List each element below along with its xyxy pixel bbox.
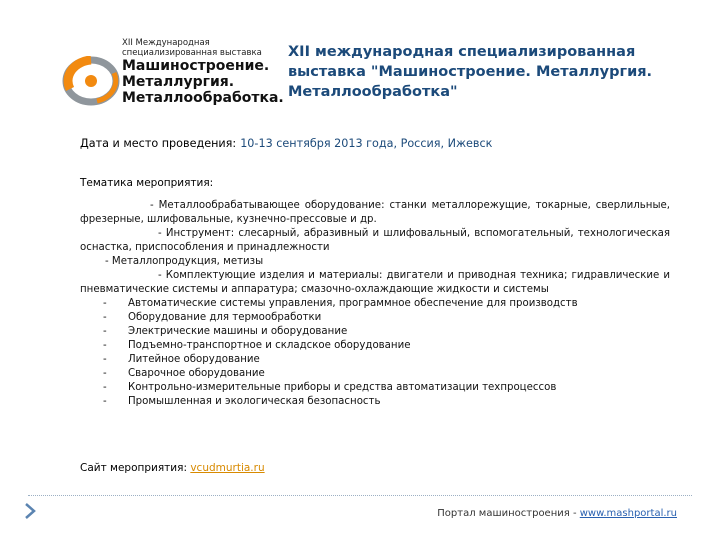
page-title: XII международная специализированная выставка "Машиностроение. Металлургия. Металлообработка" [288,44,653,100]
topic-paragraph: - Металлопродукция, метизы [105,256,264,267]
list-item: - Электрические машины и оборудование [80,325,670,339]
list-item: - Подъемно-транспортное и складское оборудование [80,339,670,353]
chevron-right-icon [24,503,36,519]
event-site [80,462,265,474]
site-label: Сайт мероприятия: [80,462,187,474]
venue-value: 10-13 сентября 2013 года, Россия, Ижевск [240,137,493,150]
topics-body [80,199,670,409]
topics-heading: Тематика мероприятия: [80,177,214,189]
list-item: - Автоматические системы управления, программное обеспечение для производств [80,297,670,311]
list-item: - Контрольно-измерительные приборы и средства автоматизации техпроцессов [80,381,670,395]
topic-list [80,297,670,409]
topic-paragraph: - Металлообрабатывающее оборудование: станки металлорежущие, токарные, сверлильные, фрезерные, шлифовальные, кузнечно-прессовые и др. [80,200,670,225]
footer-divider [28,495,692,496]
venue-label: Дата и место проведения: [80,137,237,150]
exhibition-logo [62,38,284,108]
list-item: - Сварочное оборудование [80,367,670,381]
topic-paragraph: - Комплектующие изделия и материалы: двигатели и приводная техника; гидравлические и пневматические системы и аппаратура; смазочно-охлаждающие жидкости и системы [80,270,670,295]
event-venue [80,137,492,150]
list-item: - Литейное оборудование [80,353,670,367]
list-item: - Промышленная и экологическая безопасность [80,395,670,409]
site-link[interactable]: vcudmurtia.ru [190,462,265,474]
topic-paragraph: - Инструмент: слесарный, абразивный и шлифовальный, вспомогательный, технологическая оснастка, приспособления и принадлежности [80,228,670,253]
footer-link[interactable]: www.mashportal.ru [579,508,677,519]
footer-text: Портал машиностроения - [437,508,577,519]
logo-name: Машиностроение. Металлургия. Металлообработка. [122,58,284,106]
footer [437,508,677,519]
logo-emblem-icon [62,56,120,106]
logo-subtitle: XII Международная специализированная выставка [122,38,262,58]
list-item: - Оборудование для термообработки [80,311,670,325]
